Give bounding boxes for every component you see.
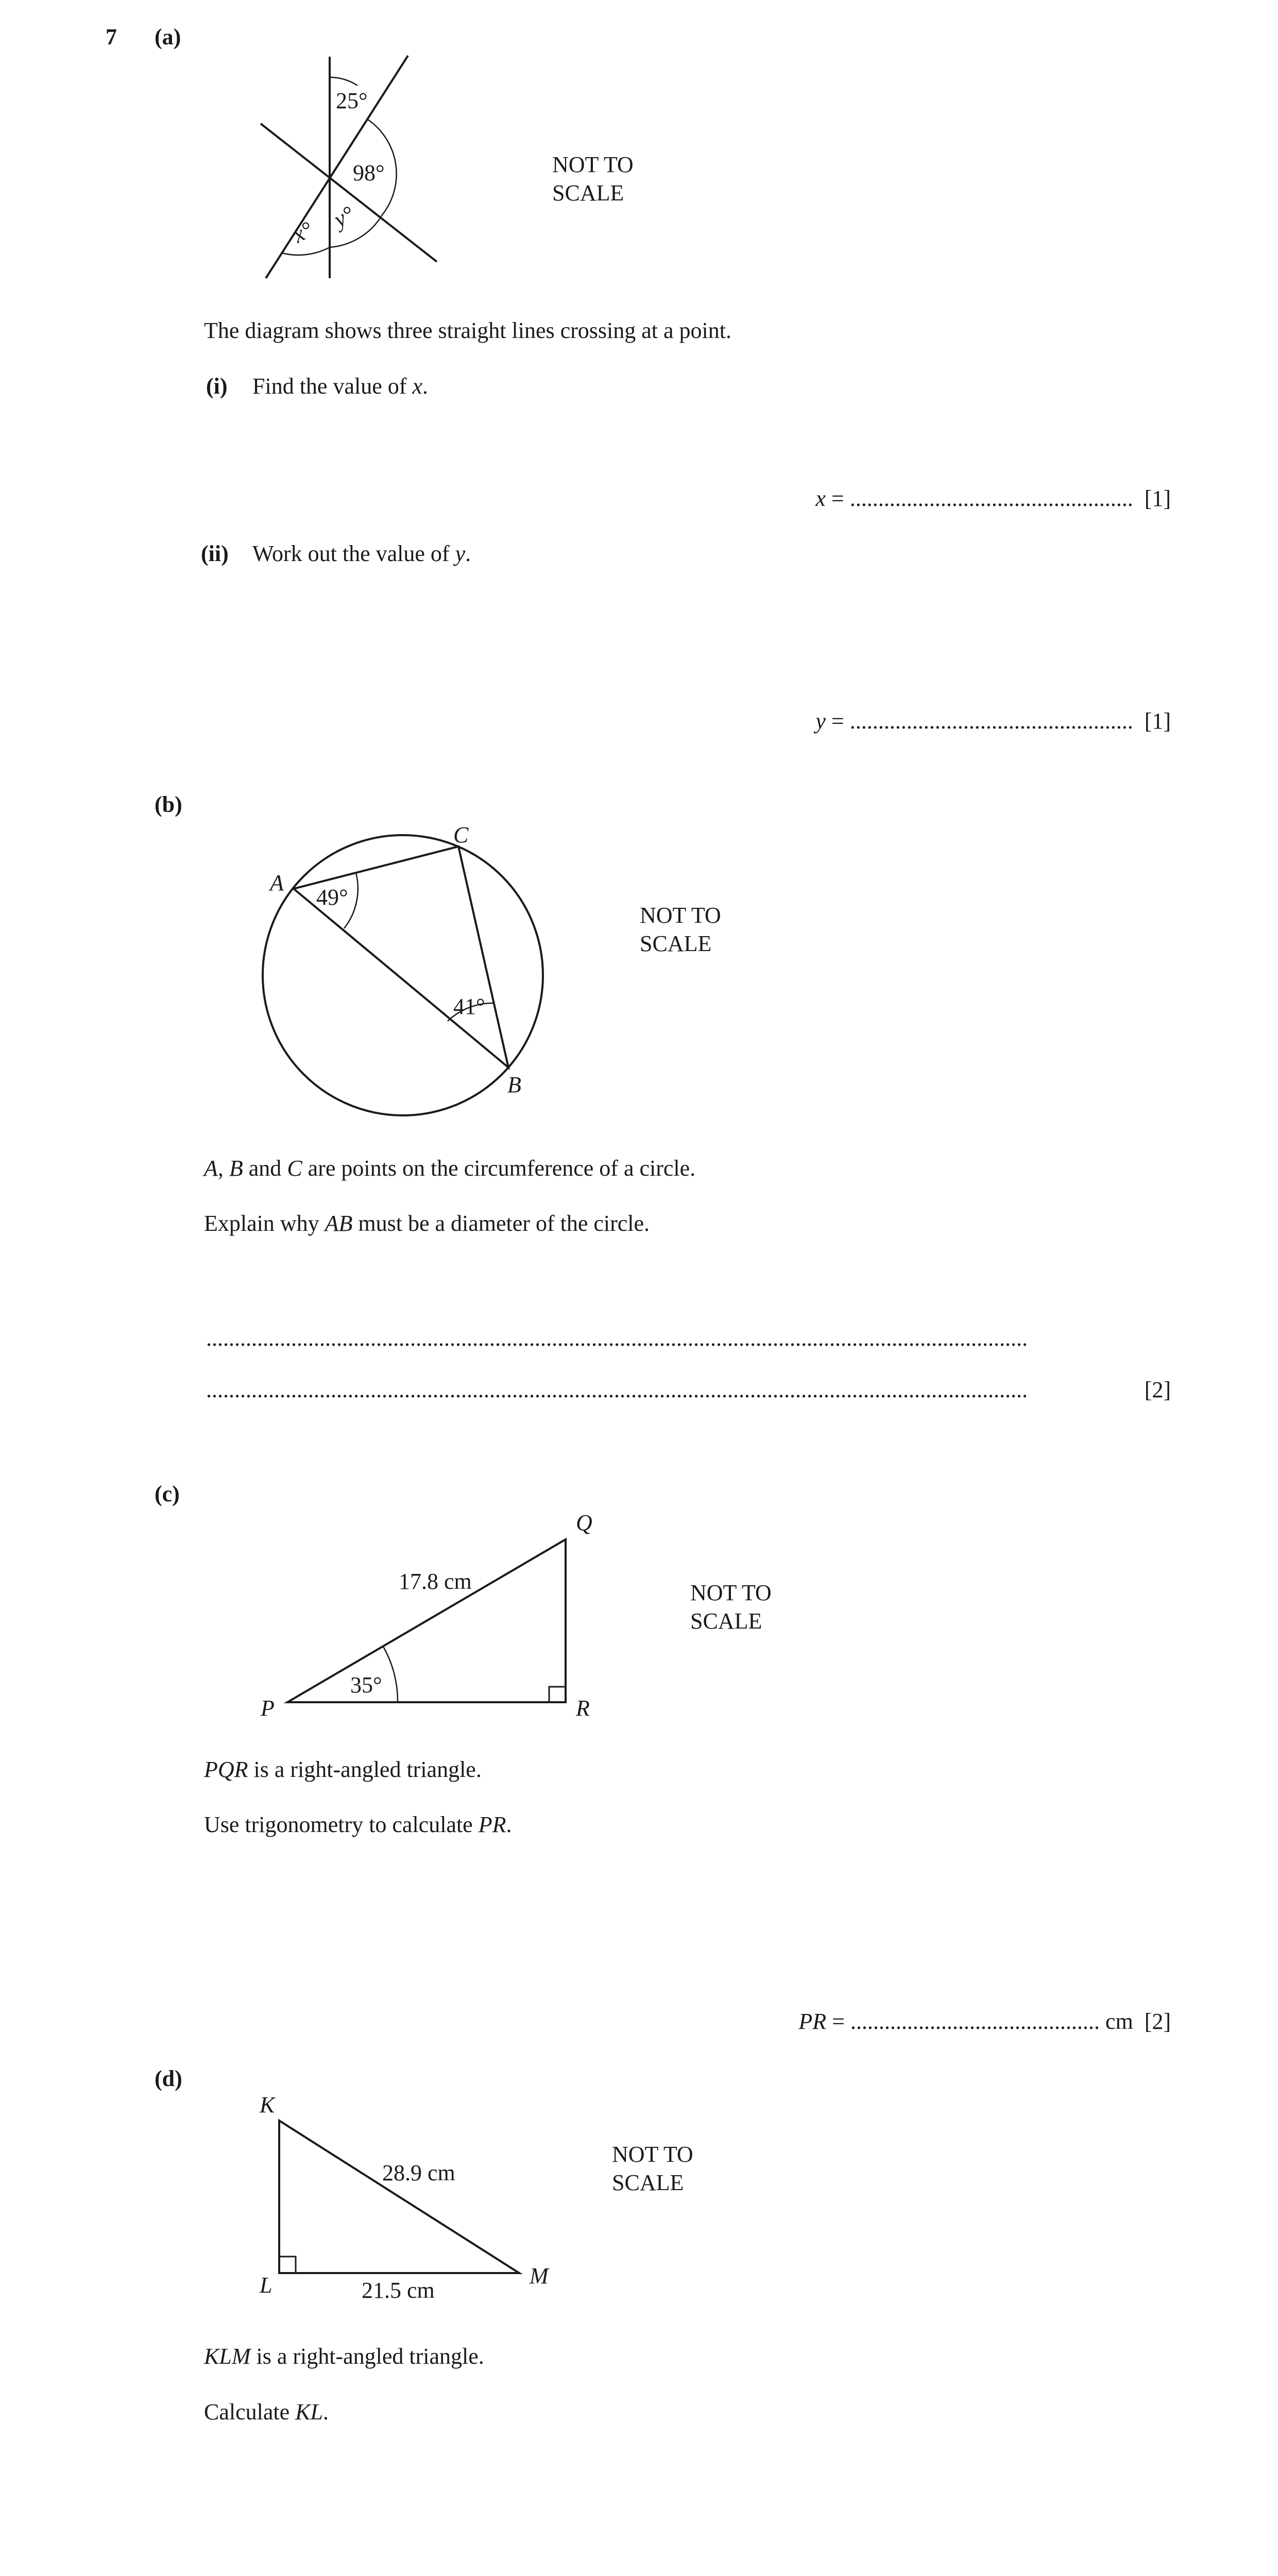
not-to-scale-b-line1: NOT TO [640, 903, 721, 928]
part-a-ii-label: (ii) [201, 541, 229, 566]
arc-35 [383, 1647, 398, 1702]
part-c-label: (c) [155, 1481, 180, 1506]
answer-line-pr[interactable]: PR = ............................................ cm [2] [798, 2009, 1171, 2034]
angle-x: x° [288, 216, 317, 248]
triangle-abc [294, 846, 508, 1067]
point-q: Q [576, 1510, 592, 1535]
angle-41: 41° [453, 994, 485, 1019]
triangle-pqr [287, 1539, 566, 1702]
shallow-line [261, 124, 437, 262]
angle-35: 35° [350, 1672, 382, 1698]
point-a: A [270, 870, 284, 895]
answer-line-x[interactable]: x = .................................................. [1] [815, 486, 1171, 511]
part-a-i-prompt: Find the value of x. [252, 374, 428, 399]
not-to-scale-b-line2: SCALE [640, 931, 712, 956]
part-c-prompt: Use trigonometry to calculate PR. [204, 1812, 512, 1837]
not-to-scale-d-line1: NOT TO [612, 2142, 693, 2167]
part-d-statement: KLM is a right-angled triangle. [204, 2344, 484, 2369]
angle-y: y° [329, 201, 359, 232]
point-l: L [260, 2273, 272, 2298]
not-to-scale-a-line2: SCALE [552, 180, 624, 206]
question-number: 7 [106, 24, 117, 49]
part-c-statement: PQR is a right-angled triangle. [204, 1757, 482, 1782]
part-b-label: (b) [155, 792, 182, 817]
answer-line-y[interactable]: y = .................................................. [1] [815, 708, 1171, 734]
point-k: K [260, 2092, 275, 2117]
angle-25: 25° [336, 88, 368, 113]
answer-line-b1[interactable]: ................................................................................................................................................. [206, 1327, 1028, 1350]
triangle-klm [279, 2121, 519, 2273]
arc-x [282, 247, 330, 255]
part-d-prompt: Calculate KL. [204, 2399, 329, 2425]
part-a-label: (a) [155, 24, 181, 49]
angle-49: 49° [316, 885, 348, 910]
diagram-crossing-lines [247, 52, 453, 283]
part-a-ii-prompt: Work out the value of y. [252, 541, 471, 566]
diagram-triangle-klm [252, 2092, 572, 2308]
marks-a-i: [1] [1144, 486, 1171, 511]
marks-c: [2] [1144, 2009, 1171, 2034]
part-b-statement: A, B and C are points on the circumference of a circle. [204, 1156, 696, 1181]
not-to-scale-c-line1: NOT TO [690, 1580, 772, 1605]
point-b: B [507, 1072, 521, 1097]
point-p: P [261, 1696, 275, 1721]
not-to-scale-d-line2: SCALE [612, 2170, 684, 2195]
part-b-prompt: Explain why AB must be a diameter of the circle. [204, 1211, 650, 1236]
part-d-label: (d) [155, 2066, 182, 2091]
label-hyp-d: 28.9 cm [382, 2160, 455, 2185]
marks-a-ii: [1] [1144, 708, 1171, 734]
right-angle-r [549, 1687, 566, 1702]
label-base-d: 21.5 cm [362, 2278, 435, 2303]
right-angle-l [279, 2257, 296, 2273]
point-r: R [576, 1696, 590, 1721]
part-a-i-label: (i) [206, 374, 228, 399]
not-to-scale-a-line1: NOT TO [552, 152, 634, 177]
not-to-scale-c-line2: SCALE [690, 1608, 762, 1634]
angle-98: 98° [353, 160, 385, 185]
marks-b: [2] [1144, 1377, 1171, 1402]
circle [263, 835, 543, 1115]
point-c: C [453, 822, 469, 848]
diagram-triangle-pqr [252, 1504, 623, 1731]
answer-line-b2[interactable]: ................................................................................................................................................. [206, 1379, 1028, 1401]
diagram-circle [252, 814, 561, 1123]
part-a-statement: The diagram shows three straight lines crossing at a point. [204, 318, 731, 343]
label-hyp-c: 17.8 cm [399, 1569, 472, 1594]
point-m: M [530, 2263, 549, 2289]
arc-25 [330, 77, 357, 86]
